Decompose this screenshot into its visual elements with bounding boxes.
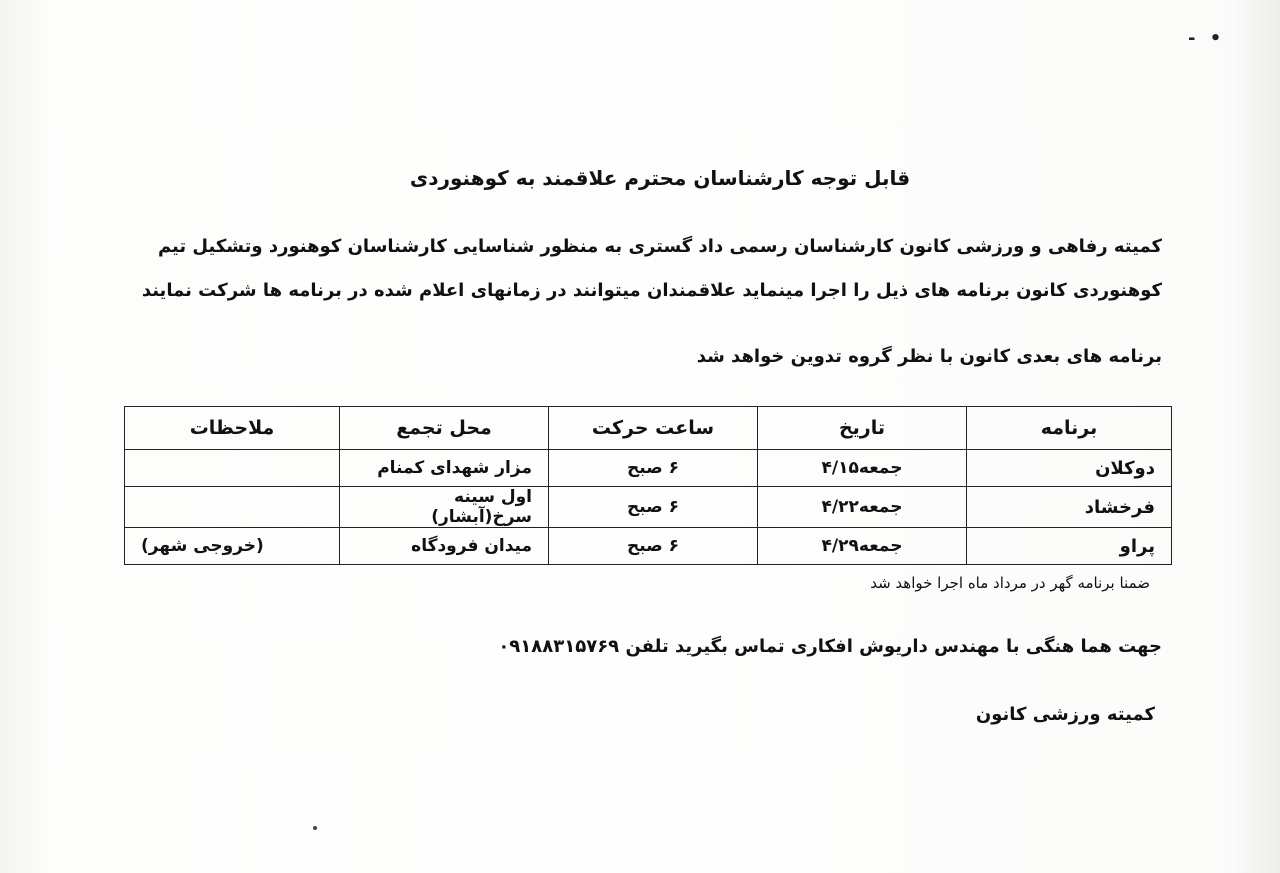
table-row	[125, 528, 1172, 565]
stray-dot	[313, 826, 317, 830]
cell-date: جمعه۴/۱۵	[758, 450, 967, 487]
cell-departure-time: ۶ صبح	[549, 528, 758, 565]
cell-departure-time: ۶ صبح	[549, 487, 758, 528]
cell-meeting-place: مزار شهدای کمنام	[340, 450, 549, 487]
header-date: تاریخ	[758, 407, 967, 450]
footnote: ضمنا برنامه گهر در مرداد ماه اجرا خواهد شد	[870, 574, 1150, 592]
cell-program: دوکلان	[967, 450, 1172, 487]
header-meeting-place: محل تجمع	[340, 407, 549, 450]
cell-date: جمعه۴/۲۲	[758, 487, 967, 528]
header-departure-time: ساعت حرکت	[549, 407, 758, 450]
cell-notes	[125, 450, 340, 487]
cell-program: فرخشاد	[967, 487, 1172, 528]
table-header-row	[125, 407, 1172, 450]
header-program: برنامه	[967, 407, 1172, 450]
contact-line: جهت هما هنگی با مهندس داریوش افکاری تماس بگیرید تلفن ۰۹۱۸۸۳۱۵۷۶۹	[498, 636, 1162, 657]
next-programs-note: برنامه های بعدی کانون با نظر گروه تدوین خواهد شد	[696, 346, 1162, 367]
table-row	[125, 450, 1172, 487]
cell-date: جمعه۴/۲۹	[758, 528, 967, 565]
body-line-1: کمیته رفاهی و ورزشی کانون کارشناسان رسمی داد گستری به منظور شناسایی کارشناسان کوهنورد وتشکیل تیم	[157, 236, 1162, 257]
signature: کمیته ورزشی کانون	[975, 704, 1155, 725]
cell-notes: (خروجی شهر)	[125, 528, 340, 565]
header-notes: ملاحظات	[125, 407, 340, 450]
body-line-2: کوهنوردی کانون برنامه های ذیل را اجرا مینماید علاقمندان میتوانند در زمانهای اعلام شده در برنامه ها شرکت نمایند	[141, 280, 1162, 301]
corner-mark: • -	[1188, 28, 1226, 49]
cell-program: پراو	[967, 528, 1172, 565]
table-row	[125, 487, 1172, 528]
cell-notes	[125, 487, 340, 528]
announcement-title: قابل توجه کارشناسان محترم علاقمند به کوهنوردی	[409, 166, 911, 190]
cell-meeting-place: میدان فرودگاه	[340, 528, 549, 565]
cell-meeting-place: اول سینه سرخ(آبشار)	[340, 487, 549, 528]
schedule-table	[124, 406, 1172, 565]
cell-departure-time: ۶ صبح	[549, 450, 758, 487]
